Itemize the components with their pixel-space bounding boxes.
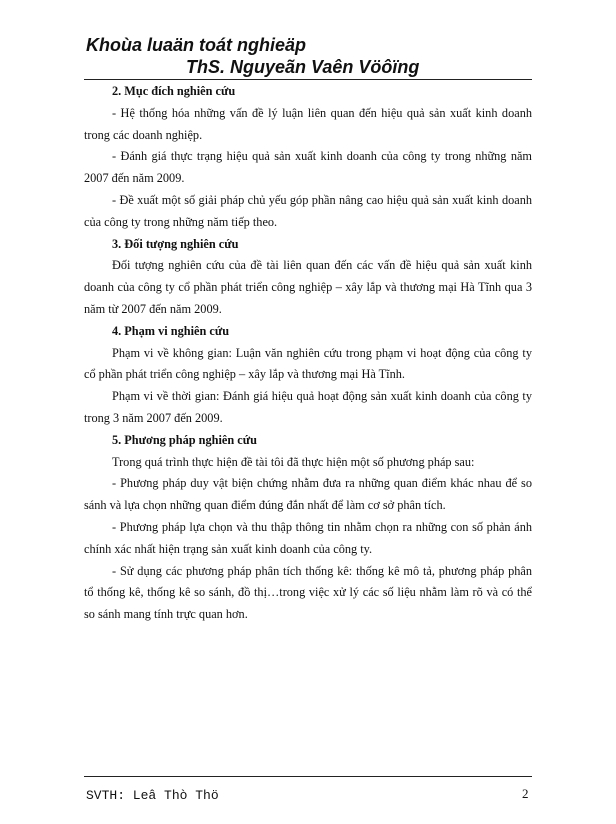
paragraph: - Phương pháp lựa chọn và thu thập thông tin nhằm chọn ra những con số phản ánh chính xác nhất hiện trạng sản xuất kinh doanh của công ty.	[84, 519, 532, 556]
paragraph: - Phương pháp duy vật biện chứng nhằm đưa ra những quan điểm khác nhau để so sánh và lựa chọn những quan điểm đúng đắn nhất để làm cơ sở phân tích.	[84, 476, 532, 513]
paragraph: Phạm vi về không gian: Luận văn nghiên cứu trong phạm vi hoạt động của công ty cổ phần phát triển công nghiệp – xây lắp và thương mại Hà Tĩnh.	[84, 345, 532, 382]
section-heading: 3. Đối tượng nghiên cứu	[112, 236, 239, 251]
header-thesis-title: Khoùa luaän toát nghieäp	[86, 35, 307, 55]
section-heading: 4. Phạm vi nghiên cứu	[112, 323, 230, 338]
section-heading: 5. Phương pháp nghiên cứu	[112, 432, 257, 447]
section-heading: 2. Mục đích nghiên cứu	[112, 84, 236, 98]
paragraph: Trong quá trình thực hiện đề tài tôi đã thực hiện một số phương pháp sau:	[112, 454, 475, 469]
footer-divider	[84, 776, 532, 777]
paragraph: - Đề xuất một số giải pháp chủ yếu góp phần nâng cao hiệu quả sản xuất kinh doanh của công ty trong những năm tiếp theo.	[84, 192, 532, 229]
paragraph: - Sử dụng các phương pháp phân tích thống kê: thống kê mô tả, phương pháp phân tổ thống kê, thống kê so sánh, đồ thị…trong việc xử lý các số liệu nhằm làm rõ và có thể so sánh mang tính trực quan hơn.	[84, 563, 532, 622]
paragraph: Đối tượng nghiên cứu của đề tài liên quan đến các vấn đề hiệu quả sản xuất kinh doanh của công ty cổ phần phát triển công nghiệp – xây lắp và thương mại Hà Tĩnh qua 3 năm từ 2007 đến năm 2009.	[84, 258, 532, 316]
header-supervisor: ThS. Nguyeãn Vaên Vöôïng	[186, 57, 420, 77]
page-number: 2	[522, 786, 529, 801]
document-body	[84, 81, 532, 626]
paragraph: - Hệ thống hóa những vấn đề lý luận liên quan đến hiệu quả sản xuất kinh doanh trong các doanh nghiệp.	[84, 105, 532, 142]
footer-author: SVTH: Leâ Thò Thö	[86, 788, 219, 803]
paragraph: Phạm vi về thời gian: Đánh giá hiệu quả hoạt động sản xuất kinh doanh của công ty trong 3 năm 2007 đến 2009.	[84, 389, 532, 425]
paragraph: - Đánh giá thực trạng hiệu quả sản xuất kinh doanh của công ty trong những năm 2007 đến năm 2009.	[84, 149, 532, 186]
header-divider	[84, 79, 532, 80]
